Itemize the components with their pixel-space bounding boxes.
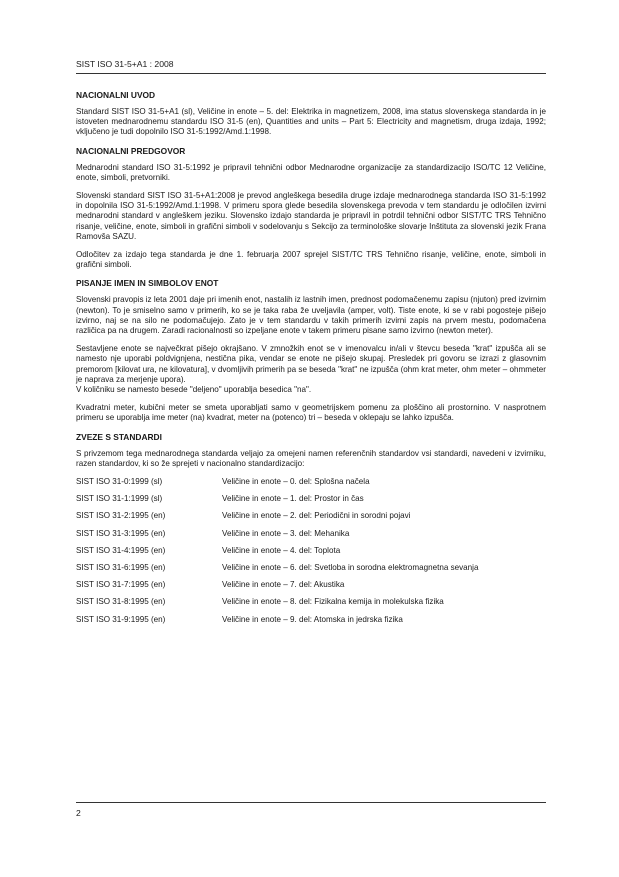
table-row xyxy=(76,580,478,597)
page-number: 2 xyxy=(76,808,81,818)
standard-title: Veličine in enote – 6. del: Svetloba in sorodna elektromagnetna sevanja xyxy=(222,563,479,573)
standard-title: Veličine in enote – 2. del: Periodični in sorodni pojavi xyxy=(222,511,411,521)
standard-code: SIST ISO 31-9:1995 (en) xyxy=(76,614,166,624)
pisanje-paragraph-1: Slovenski pravopis iz leta 2001 daje pri imenih enot, nastalih iz lastnih imen, prednost podomačenemu zapisu (njuton) pred izvirnim (newton). To je smiselno samo v primerih, ko se je taka raba že uveljavila (amper, volt). Tiste enote, ki se v rabi pogosteje pišejo izvirno, naj se na silo ne podomačujejo. Zato je v tem standardu v takih primerih izvirni zapis na prvem mestu, podomačena različica pa na drugem. Zaradi racionalnosti so izpeljane enote v takem primeru pisane samo izvirno (newton meter). xyxy=(76,295,546,336)
section-heading-pisanje: PISANJE IMEN IN SIMBOLOV ENOT xyxy=(76,278,219,289)
standard-title: Veličine in enote – 8. del: Fizikalna kemija in molekulska fizika xyxy=(222,597,444,607)
table-row xyxy=(76,597,478,614)
footer-rule xyxy=(76,802,546,803)
standard-title: Veličine in enote – 1. del: Prostor in čas xyxy=(222,494,364,504)
page-content xyxy=(76,90,546,632)
standard-code: SIST ISO 31-1:1999 (sl) xyxy=(76,494,163,504)
standards-table xyxy=(76,477,478,632)
standard-title: Veličine in enote – 3. del: Mehanika xyxy=(222,528,350,538)
standard-code: SIST ISO 31-8:1995 (en) xyxy=(76,597,166,607)
pisanje-paragraph-3: V količniku se namesto besede "deljeno" uporablja besedica "na". xyxy=(76,385,312,395)
predgovor-paragraph-3: Odločitev za izdajo tega standarda je dne 1. februarja 2007 sprejel SIST/TC TRS Tehnično risanje, veličine, enote, simboli in grafični simboli. xyxy=(76,250,546,270)
standard-code: SIST ISO 31-3:1995 (en) xyxy=(76,528,166,538)
section-heading-zveze: ZVEZE S STANDARDI xyxy=(76,431,162,442)
predgovor-paragraph-2: Slovenski standard SIST ISO 31-5+A1:2008 je prevod angleškega besedila druge izdaje mednarodnega standarda ISO 31-5:1992 in dopolnila ISO 31-5:1992/Amd.1:1998. V primeru spora glede besedila slovenskega prevoda v tem standardu je odločilen izvirni mednarodni standard v angleškem jeziku. Slovensko izdajo standarda je pripravil in potrdil tehnični odbor SIST/TC TRS Tehnično risanje, veličine, enote, simboli in grafični simboli v sodelovanju s Sekcijo za terminološke slovarje Inštituta za slovenski jezik Frana Ramovša SAZU. xyxy=(76,191,546,241)
section-heading-uvod: NACIONALNI UVOD xyxy=(76,90,156,100)
table-row xyxy=(76,494,478,511)
table-row xyxy=(76,511,478,528)
standard-code: SIST ISO 31-0:1999 (sl) xyxy=(76,477,163,487)
standard-code: SIST ISO 31-6:1995 (en) xyxy=(76,563,166,573)
table-row xyxy=(76,529,478,546)
standard-title: Veličine in enote – 9. del: Atomska in jedrska fizika xyxy=(222,614,403,624)
standard-code: SIST ISO 31-7:1995 (en) xyxy=(76,580,166,590)
pisanje-paragraph-4: Kvadratni meter, kubični meter se smeta uporabljati samo v geometrijskem pomenu za ploščino ali prostornino. V nasprotnem primeru se uporablja ime meter (na) kvadrat, meter na (potenco) tri – beseda v oklepaju se lahko izpušča. xyxy=(76,403,546,423)
section-heading-predgovor: NACIONALNI PREDGOVOR xyxy=(76,145,186,156)
predgovor-paragraph-1: Mednarodni standard ISO 31-5:1992 je pripravil tehnični odbor Mednarodne organizacije za standardizacijo ISO/TC 12 Veličine, enote, simboli, pretvorniki. xyxy=(76,162,546,182)
uvod-paragraph-1: Standard SIST ISO 31-5+A1 (sl), Veličine in enote – 5. del: Elektrika in magnetizem, 2008, ima status slovenskega standarda in je istoveten mednarodnemu standardu ISO 31-5 (en), Quantities and units – Part 5: Electricity and magnetism, druga izdaja, 1992; vključeno je tudi dopolnilo ISO 31-5:1992/Amd.1:1998. xyxy=(76,107,546,137)
header-rule xyxy=(76,73,546,74)
table-row xyxy=(76,477,478,494)
table-row xyxy=(76,615,478,632)
standard-title: Veličine in enote – 0. del: Splošna načela xyxy=(222,477,370,487)
standard-title: Veličine in enote – 7. del: Akustika xyxy=(222,580,345,590)
page-header: SIST ISO 31-5+A1 : 2008 xyxy=(76,59,174,69)
table-row xyxy=(76,563,478,580)
pisanje-paragraph-2: Sestavljene enote se največkrat pišejo okrajšano. V zmnožkih enot se v imenovalcu in/ali v števcu beseda "krat" izpušča ali se namesto nje uporabi poldvignjena, nestična pika, vendar se enote ne pišejo skupaj. Presledek pri govoru se izrazi z glasovnim premorom [kilovat ura, ne kilovatura], v dvomljivih primerih pa se beseda "krat" ne izpušča (ohm krat meter, ohm meter – ohmmeter je naprava za merjenje upora). xyxy=(76,344,546,384)
standard-code: SIST ISO 31-4:1995 (en) xyxy=(76,545,166,555)
standard-code: SIST ISO 31-2:1995 (en) xyxy=(76,511,166,521)
zveze-paragraph-1: S privzemom tega mednarodnega standarda veljajo za omejeni namen referenčnih standardov vsi standardi, navedeni v izvirniku, razen standardov, ki so že sprejeti v nacionalno standardizacijo: xyxy=(76,448,546,468)
table-row xyxy=(76,546,478,563)
standard-title: Veličine in enote – 4. del: Toplota xyxy=(222,545,341,555)
